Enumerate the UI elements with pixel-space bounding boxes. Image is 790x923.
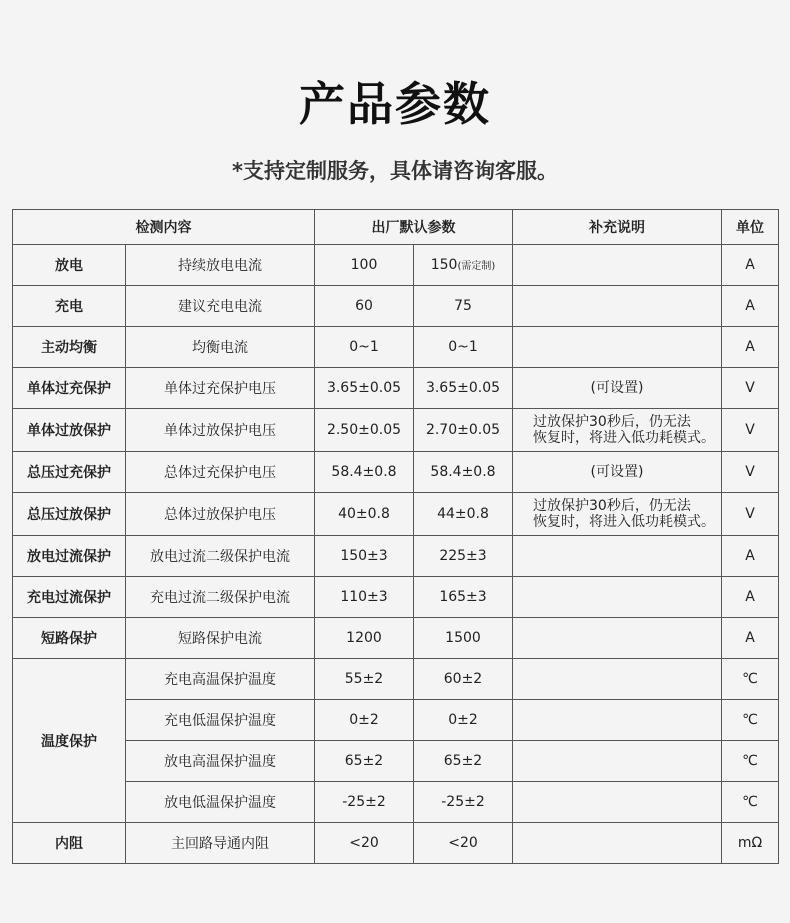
table-row: [13, 577, 779, 618]
row-unit: V: [722, 409, 779, 452]
table-row: [13, 368, 779, 409]
table-row: [13, 536, 779, 577]
row-category: 总压过充保护: [13, 452, 126, 493]
row-name: 放电高温保护温度: [126, 741, 315, 782]
row-category-temperature: 温度保护: [13, 659, 126, 823]
row-category: 放电: [13, 245, 126, 286]
row-value-1: 40±0.8: [315, 493, 414, 536]
table-row: [13, 409, 779, 452]
page-title: 产品参数: [299, 77, 491, 131]
row-value-2: 3.65±0.05: [414, 368, 513, 409]
row-value-2: <20: [414, 823, 513, 864]
row-name: 建议充电电流: [126, 286, 315, 327]
row-category: 单体过充保护: [13, 368, 126, 409]
row-unit: A: [722, 327, 779, 368]
row-value-1: 60: [315, 286, 414, 327]
row-category: 充电: [13, 286, 126, 327]
row-category: 充电过流保护: [13, 577, 126, 618]
row-name: 短路保护电流: [126, 618, 315, 659]
row-note-line-1: 过放保护30秒后，仍无法: [533, 498, 691, 514]
row-category: 内阻: [13, 823, 126, 864]
row-note-line-2: 恢复时，将进入低功耗模式。: [533, 430, 715, 446]
row-value-1: 3.65±0.05: [315, 368, 414, 409]
row-note: [513, 823, 722, 864]
row-value-2: 225±3: [414, 536, 513, 577]
row-value-2: 44±0.8: [414, 493, 513, 536]
row-note: [513, 409, 722, 452]
row-value-2-text: 150: [430, 257, 458, 273]
row-note: [513, 741, 722, 782]
row-note-line-1: 过放保护30秒后，仍无法: [533, 414, 691, 430]
row-value-1: -25±2: [315, 782, 414, 823]
row-note: [513, 327, 722, 368]
row-name: 总体过放保护电压: [126, 493, 315, 536]
row-note: [513, 659, 722, 700]
row-name: 充电过流二级保护电流: [126, 577, 315, 618]
table-row: [13, 452, 779, 493]
row-unit: V: [722, 452, 779, 493]
row-value-2: 2.70±0.05: [414, 409, 513, 452]
table-row: [13, 618, 779, 659]
table-row: [13, 493, 779, 536]
table-row: [13, 245, 779, 286]
row-note-line-2: 恢复时，将进入低功耗模式。: [533, 514, 715, 530]
row-value-2: 65±2: [414, 741, 513, 782]
table-row: [13, 741, 779, 782]
row-category: 放电过流保护: [13, 536, 126, 577]
row-category: 总压过放保护: [13, 493, 126, 536]
table-row: [13, 700, 779, 741]
row-name: 持续放电电流: [126, 245, 315, 286]
row-note: [513, 700, 722, 741]
header-note: 补充说明: [513, 210, 722, 245]
row-name: 单体过放保护电压: [126, 409, 315, 452]
row-unit: ℃: [722, 659, 779, 700]
header-default: 出厂默认参数: [315, 210, 513, 245]
row-name: 单体过充保护电压: [126, 368, 315, 409]
row-category: 主动均衡: [13, 327, 126, 368]
row-value-1: 100: [315, 245, 414, 286]
row-name: 总体过充保护电压: [126, 452, 315, 493]
row-category: 单体过放保护: [13, 409, 126, 452]
row-value-1: <20: [315, 823, 414, 864]
row-note: (可设置): [513, 452, 722, 493]
row-unit: A: [722, 245, 779, 286]
table-row: [13, 286, 779, 327]
row-unit: ℃: [722, 700, 779, 741]
row-note: [513, 618, 722, 659]
row-value-2: [414, 245, 513, 286]
row-value-1: 110±3: [315, 577, 414, 618]
row-name: 放电过流二级保护电流: [126, 536, 315, 577]
row-name: 放电低温保护温度: [126, 782, 315, 823]
row-category: 短路保护: [13, 618, 126, 659]
row-unit: V: [722, 493, 779, 536]
row-unit: ℃: [722, 782, 779, 823]
row-value-1: 1200: [315, 618, 414, 659]
row-unit: ℃: [722, 741, 779, 782]
row-unit: V: [722, 368, 779, 409]
row-value-1: 150±3: [315, 536, 414, 577]
table-row: [13, 782, 779, 823]
row-value-1: 0~1: [315, 327, 414, 368]
row-note: [513, 577, 722, 618]
table-row: [13, 327, 779, 368]
row-note: [513, 245, 722, 286]
row-name: 充电高温保护温度: [126, 659, 315, 700]
header-item: 检测内容: [13, 210, 315, 245]
row-note: [513, 782, 722, 823]
row-unit: A: [722, 536, 779, 577]
header-row: [13, 210, 779, 245]
row-value-1: 0±2: [315, 700, 414, 741]
row-unit: mΩ: [722, 823, 779, 864]
row-value-1: 2.50±0.05: [315, 409, 414, 452]
row-value-2: 165±3: [414, 577, 513, 618]
row-value-2: 60±2: [414, 659, 513, 700]
row-note: [513, 493, 722, 536]
row-value-1: 55±2: [315, 659, 414, 700]
row-name: 主回路导通内阻: [126, 823, 315, 864]
row-unit: A: [722, 577, 779, 618]
header-unit: 单位: [722, 210, 779, 245]
row-value-2: 0±2: [414, 700, 513, 741]
row-name: 充电低温保护温度: [126, 700, 315, 741]
row-value-2: 1500: [414, 618, 513, 659]
row-value-2: -25±2: [414, 782, 513, 823]
row-note: (可设置): [513, 368, 722, 409]
page-subtitle: *支持定制服务，具体请咨询客服。: [232, 159, 558, 183]
row-unit: A: [722, 286, 779, 327]
table-row: [13, 823, 779, 864]
row-unit: A: [722, 618, 779, 659]
row-value-2: 58.4±0.8: [414, 452, 513, 493]
row-value-1: 58.4±0.8: [315, 452, 414, 493]
row-value-2: 75: [414, 286, 513, 327]
row-value-2-suffix: (需定制): [457, 261, 496, 272]
row-note: [513, 536, 722, 577]
table-row: [13, 659, 779, 700]
row-value-2: 0~1: [414, 327, 513, 368]
row-name: 均衡电流: [126, 327, 315, 368]
spec-table: [12, 209, 779, 864]
row-note: [513, 286, 722, 327]
row-value-1: 65±2: [315, 741, 414, 782]
